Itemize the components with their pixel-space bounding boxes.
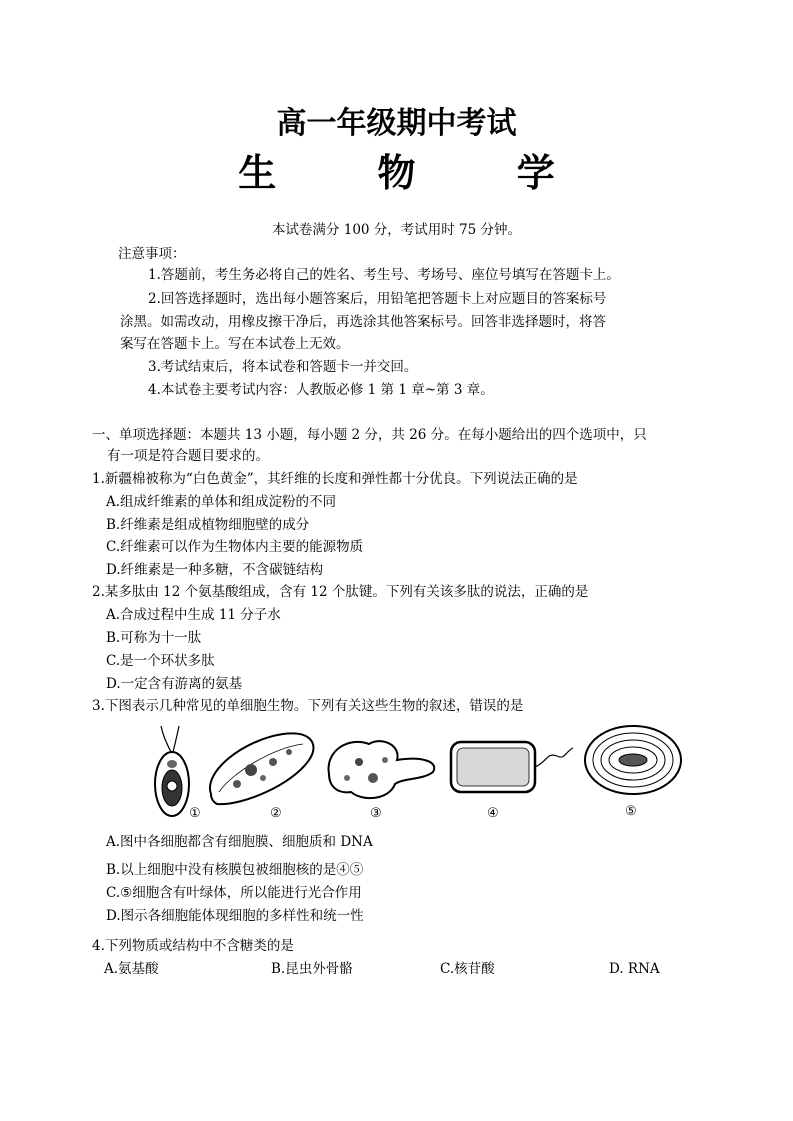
- q3-stem: 3.下图表示几种常见的单细胞生物。下列有关这些生物的叙述，错误的是: [92, 698, 524, 714]
- cell-label-5: ⑤: [625, 804, 637, 819]
- notice-item-3: 3.考试结束后，将本试卷和答题卡一并交回。: [148, 359, 418, 375]
- cell-5-illustration: [585, 726, 681, 794]
- q4-option-d: D. RNA: [609, 961, 660, 977]
- q1-option-b: B.纤维素是组成植物细胞壁的成分: [106, 517, 310, 533]
- notice-item-2-line-3: 案写在答题卡上。写在本试卷上无效。: [120, 336, 350, 352]
- cell-2-illustration: [210, 733, 313, 804]
- q2-option-b: B.可称为十一肽: [106, 630, 202, 646]
- q4-stem: 4.下列物质或结构中不含糖类的是: [92, 938, 294, 954]
- cell-label-2: ②: [270, 806, 282, 821]
- cell-1-illustration: [155, 726, 189, 816]
- section-heading-line-1: 一、单项选择题：本题共 13 小题，每小题 2 分，共 26 分。在每小题给出的四个选项中，只: [92, 427, 647, 443]
- cell-figure: [133, 722, 693, 822]
- q3-option-b: B.以上细胞中没有核膜包被细胞核的是④⑤: [106, 862, 364, 878]
- notice-item-4: 4.本试卷主要考试内容：人教版必修 1 第 1 章~第 3 章。: [148, 382, 494, 398]
- q4-option-c: C.核苷酸: [440, 961, 495, 977]
- q3-option-c: C.⑤细胞含有叶绿体，所以能进行光合作用: [106, 885, 362, 901]
- q1-option-a: A.组成纤维素的单体和组成淀粉的不同: [106, 494, 337, 510]
- q1-option-d: D.纤维素是一种多糖，不含碳链结构: [106, 562, 324, 578]
- notice-heading: 注意事项：: [118, 246, 186, 262]
- cell-4-illustration: [451, 742, 573, 792]
- q1-option-c: C.纤维素可以作为生物体内主要的能源物质: [106, 539, 364, 555]
- exam-title: 高一年级期中考试: [276, 106, 517, 141]
- cell-label-1: ①: [189, 806, 201, 821]
- notice-item-1: 1.答题前，考生务必将自己的姓名、考生号、考场号、座位号填写在答题卡上。: [148, 267, 620, 283]
- q4-option-a: A.氨基酸: [104, 961, 159, 977]
- q2-option-c: C.是一个环状多肽: [106, 653, 215, 669]
- q1-stem: 1.新疆棉被称为“白色黄金”，其纤维的长度和弹性都十分优良。下列说法正确的是: [92, 471, 578, 487]
- notice-item-2-line-2: 涂黑。如需改动，用橡皮擦干净后，再选涂其他答案标号。回答非选择题时，将答: [120, 314, 606, 330]
- q2-option-a: A.合成过程中生成 11 分子水: [106, 607, 281, 623]
- q4-option-b: B.昆虫外骨骼: [271, 961, 353, 977]
- q3-option-a: A.图中各细胞都含有细胞膜、细胞质和 DNA: [106, 834, 373, 850]
- q3-option-d: D.图示各细胞能体现细胞的多样性和统一性: [106, 908, 364, 924]
- cell-illustrations: [133, 722, 693, 822]
- section-heading-line-2: 有一项是符合题目要求的。: [107, 448, 269, 464]
- exam-info: 本试卷满分 100 分，考试用时 75 分钟。: [271, 222, 522, 238]
- notice-item-2-line-1: 2.回答选择题时，选出每小题答案后，用铅笔把答题卡上对应题目的答案标号: [148, 291, 607, 307]
- q2-option-d: D.一定含有游离的氨基: [106, 676, 243, 692]
- subject-title: 生 物 学: [238, 151, 599, 195]
- cell-label-3: ③: [370, 806, 382, 821]
- cell-label-4: ④: [487, 806, 499, 821]
- cell-3-illustration: [329, 741, 435, 798]
- q2-stem: 2.某多肽由 12 个氨基酸组成，含有 12 个肽键。下列有关该多肽的说法，正确的是: [92, 584, 589, 600]
